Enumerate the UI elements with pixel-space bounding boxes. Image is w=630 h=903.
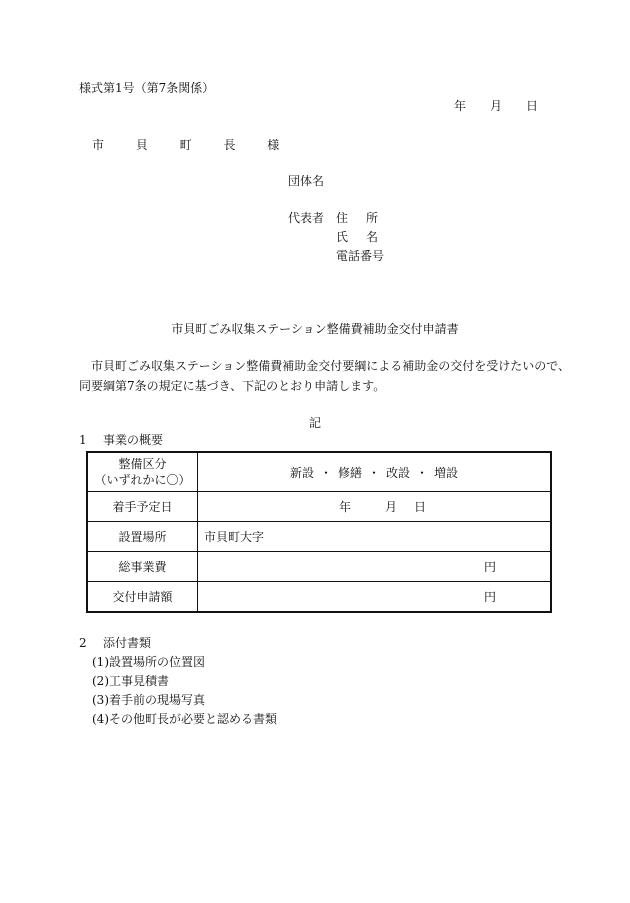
date-month: 月 xyxy=(490,99,503,113)
request-amount-field[interactable]: 円 xyxy=(198,582,552,613)
body-line-2: 同要綱第7条の規定に基づき、下記のとおり申請します。 xyxy=(79,379,386,393)
separator: ・ xyxy=(367,465,380,480)
start-year: 年 xyxy=(338,500,351,514)
separator: ・ xyxy=(319,465,332,480)
section-2-heading xyxy=(79,637,151,649)
date-day: 日 xyxy=(526,99,539,113)
total-cost-field[interactable]: 円 xyxy=(198,552,552,582)
representative-address-row xyxy=(288,212,396,224)
org-label: 団体名 xyxy=(288,174,325,188)
section-2-number: 2 xyxy=(79,636,87,650)
ki-heading: 記 xyxy=(308,416,321,430)
table-row xyxy=(87,452,551,492)
table-row xyxy=(87,522,551,552)
date-year: 年 xyxy=(454,99,467,113)
attachment-item: (4)その他町長が必要と認める書類 xyxy=(92,712,277,726)
option-rebuild[interactable]: 改設 xyxy=(386,465,411,480)
addressee: 市 貝 町 長 様 xyxy=(92,138,294,152)
attachment-item: (1)設置場所の位置図 xyxy=(92,655,205,669)
date-header xyxy=(454,100,538,112)
section-1-title: 事業の概要 xyxy=(103,433,164,447)
start-day: 日 xyxy=(413,500,426,514)
start-date-label: 着手予定日 xyxy=(87,492,198,522)
body-text-1: 市貝町ごみ収集ステーション整備費補助金交付要綱による補助金の交付を受けたいので、 xyxy=(91,359,571,373)
rep-label: 代表者 xyxy=(288,211,325,225)
form-number: 様式第1号（第7条関係） xyxy=(79,81,215,95)
start-month: 月 xyxy=(384,500,397,514)
option-expand[interactable]: 増設 xyxy=(434,465,459,480)
address-label: 住所 xyxy=(336,211,397,225)
request-amount-label: 交付申請額 xyxy=(87,582,198,613)
attachment-item: (3)着手前の現場写真 xyxy=(92,693,205,707)
table-row xyxy=(87,552,551,582)
name-label: 氏名 xyxy=(336,230,397,244)
location-label: 設置場所 xyxy=(87,522,198,552)
location-field[interactable]: 市貝町大字 xyxy=(198,522,552,552)
category-label-cell xyxy=(87,452,198,492)
document-title: 市貝町ごみ収集ステーション整備費補助金交付申請書 xyxy=(171,322,459,336)
section-2-title: 添付書類 xyxy=(103,636,152,650)
phone-label: 電話番号 xyxy=(336,249,385,263)
option-new[interactable]: 新設 xyxy=(289,465,314,480)
section-1-heading xyxy=(79,434,163,446)
separator: ・ xyxy=(416,465,429,480)
body-line-1 xyxy=(79,360,570,372)
attachment-item: (2)工事見積書 xyxy=(92,674,169,688)
category-label: 整備区分 xyxy=(118,456,167,471)
total-cost-label: 総事業費 xyxy=(87,552,198,582)
table-row xyxy=(87,492,551,522)
table-row xyxy=(87,582,551,613)
start-date-field[interactable] xyxy=(198,492,552,522)
option-repair[interactable]: 修繕 xyxy=(337,465,362,480)
category-note: （いずれかに〇） xyxy=(94,473,191,487)
category-options-cell[interactable] xyxy=(198,452,552,492)
project-summary-table xyxy=(86,451,552,613)
section-1-number: 1 xyxy=(79,433,87,447)
